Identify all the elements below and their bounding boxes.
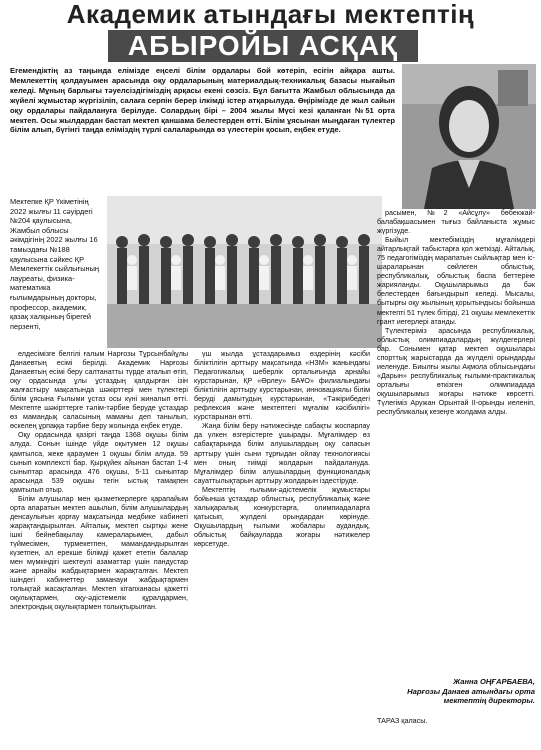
headline-line-1: Академик атындағы мектептің: [66, 0, 475, 29]
lead-paragraph: Егемендіктің аз таңында елімізде еңселі білім ордалары бой көтеріп, есігін айқара ашты. Мемлекеттің қолдауымен арасында оқу ордаларының материалдық-техникалық базасы нығайып келеді. Мұның барлығы тәуелсіздігіміздің арқасы екені сөзсіз. Бұл бағытта Жамбыл облысында да жүйелі жұмыстар жүргізіліп, салаға серпін берер ілкімді істер атқарылуда. Өңірімізде де жыл сайын оқу ордалары пайдалануға берілуде. Солардың бірі – 2004 жылы Мүсі кезі қаланған №51 орта мектеп. Осы жылдардан бастап мектеп қаншама белестерден өтті. Білім ұясынан мыңдаған түлектер білім алып, бүгінгі таңда еліміздің түрлі салаларында өз үлестерін қосып, еңбек етуде.: [10, 66, 395, 135]
article-paragraph: расымен, №2 «Айсұлу» бөбекжай-балабақшасымен тығыз байланыста жұмыс жүргізуде.: [377, 209, 535, 236]
article-column-1: [10, 350, 188, 746]
article-paragraph: Білім алушылар мен қызметкерлерге қарапайым орта апаратын мектеп ашылып, білім алушылардың денсаулығын қорғау мақсатында медбике кабинеті жарақтандырылған. Айталық, мектеп сыртқы жене ішкі бейнебақылау камераларымен, дабыл түймесімен, түрмекетпен, мамандандырылған күзетпен, ал ерекше білімді қажет ететін балалар мен мүмкіндігі шектеулі азаматтар үшін пандустар және арнайы жабдықтармен жарақталған. Мектеп ішіндегі кабинеттер заманауи жабдықтармен толықтай жасақталған. Мектеп кітапханасы қажетті оқулықтармен, оқу-әдістемелік құралдармен, электрондық оқулықтармен толықтырылған.: [10, 494, 188, 612]
side-caption: Мектепке ҚР Үкіметінің 2022 жылғы 11 сәуірдегі №204 қаулысына, Жамбыл облысы әкімдігінің 2022 жылғы 16 тамыздағы №188 қаулысына сәйкес ҚР Мемлекеттік сыйлығының лауреаты, физика-математика ғылымдарының докторы, профессор, академик, қазақ халқының бірегей перзенті,: [10, 197, 99, 331]
author-signature: [377, 677, 535, 706]
students-group-photo: [107, 196, 382, 348]
article-paragraph: Оқу ордасында қазіргі таңда 1368 оқушы білім алуда. Сонын ішінде үйде оқытумен 12 оқушы қамтылса, жеке қараумен 1 оқушы білім алуда. 59 сынып комплексті бар. Қырқүйек айынан бастап 1-4 сыныптар арасында 476 оқушы, 5-11 сыныптар арасында 539 оқушы тегін ыстық тамақпен қамтылып отыр.: [10, 431, 188, 494]
article-column-3: [377, 209, 535, 669]
article-paragraph: елдесімізге белгілі ғалым Нарғозы Тұрсынбайұлы Данаевтың есімі берілді. Академик Нарғозы Данаевтың есімі беру салтанатты түрде аталып өтіп, оқу ордасында ұлы ұстаздың қалдырған ізін жалғастыру мақсатында шәкірттері мен түлектері білім ұясына Ғылыми ұстаз осы күні жиналып өтті. Мектепте шәкірттерге тәлім-тәрбие беруде ұстаздар өз мамандық саласының маманы деп танылып, өскелең ұрпаққа тәрбие беру жолында еңбек етуде.: [10, 350, 188, 431]
director-portrait-photo: [402, 64, 536, 209]
article-paragraph: үш жылда ұстаздарымыз өздерінің кәсіби біліктілігін арттыру мақсатында «НЗМ» жанындағы Педагогикалық шеберлік орталығында арнайы курстарынан, ҚР «Өрлеу» БАҰО» филиалындағы біліктілігін арттыру курстарынан, инновациялы білім беруді дамытудың курстарынан, «Тәжірибедегі рефлексия және мектептегі мұғалім кәсібилігі» курстарынан өтті.: [194, 350, 370, 422]
author-position: Нарғозы Данаев атындағы орта мектептің директоры.: [407, 686, 535, 706]
city-dateline: ТАРАЗ қаласы.: [377, 716, 428, 725]
headline-line-2: АБЫРОЙЫ АСҚАҚ: [108, 30, 418, 62]
author-name: Жанна ОҢҒАРБАЕВА,: [453, 677, 535, 686]
article-paragraph: Жаңа білім беру нәтижесінде сабақты жоспарлау да үлкен өзгерістерге ұшырады. Мұғалімдер өз сабақтарында білім алушылардың оқу сапасын арттыру үшін сыни тұрғыдан ойлау технологиясы мен оның тиімді жолдарын пайдалануда. Мұғалімдер білім алушылардың функционалдық сауаттылықтарын арттыру жолдарын іздестіруде.: [194, 422, 370, 485]
article-column-2: [194, 350, 370, 746]
article-paragraph: Түлектеріміз арасында республикалық, облыстық олимпиадалардың жүлдегерлері бар. Сонымен қатар мектеп оқушылары спорттық жарыстарда да жүлделі орындарды иеленуде. Биылғы жылы Ақмола облысындағы «Дарын» республикалық ғылыми-практикалық орталығы өткізген олимпиадада оқушыларымыз жоғары нәтиже көрсетті. Түлегіміз Аружан Орынтай ІІ-орынды иеленіп, республикалық кезеңге жолдама алды.: [377, 326, 535, 417]
article-paragraph: Мектептің ғылыми-әдістемелік жұмыстары бойынша ұстаздар облыстық, республикалық және халықаралық конкурстарға, олимпиадаларға қатысып, жүлделі орындардан көрінуде. Оқушылардың ғылыми жобалары аудандық, облыстық байқауларда жоғары нәтижелер көрсетуде.: [194, 485, 370, 548]
article-paragraph: Быйыл мектебіміздің мұғалімдері айтарлықтай табыстарға қол жеткізді. Айталық, 75 педагогіміздің марапатын сыйлықтар мен іс-шараларынан сөйлеген облыстық, республикалық, облыстық баспа беттеріне жарияланды. Оқушыларымыз да бәк белестерден бағындырып келеді. Мысалы, бытырғы оқу жылының қорытындысы бойынша мектепті 51 түлек бітірді, 21 оқушы мемлекеттік грант иегерлері атанды.: [377, 236, 535, 326]
